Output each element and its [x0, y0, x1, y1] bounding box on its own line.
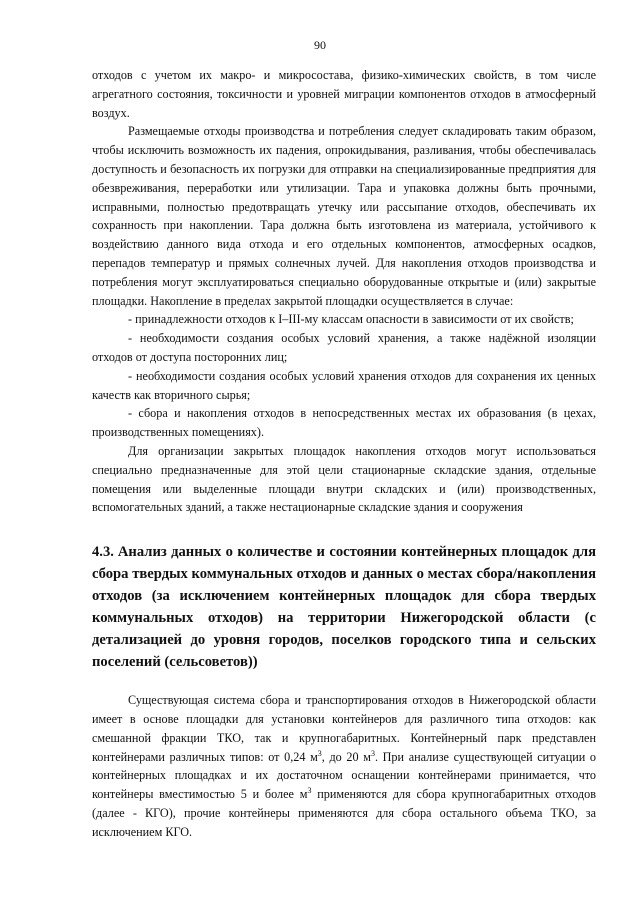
paragraph-storage-rules: Размещаемые отходы производства и потребления следует складировать таким образом, чтобы исключить возможность их падения, опрокидывания, разливания, чтобы обеспечивалась доступность и безопасность их погрузки для отправки на специализированные предприятия для обезвреживания, переработки или утилизации. Тара и упаковка должны быть прочными, исправными, полностью предотвращать утечку или рассыпание отходов, обеспечивать их сохранность при накоплении. Тара должна быть изготовлена из материала, устойчивого к воздействию данного вида отхода и его отдельных компонентов, атмосферных осадков, перепадов температур и прямых солнечных лучей. Для накопления отходов производства и потребления могут эксплуатироваться специально оборудованные открытые и (или) закрытые площадки. Накопление в пределах закрытой площадки осуществляется в случае:	[92, 124, 596, 308]
paragraph-continuation: отходов с учетом их макро- и микросостава, физико-химических свойств, в том числе агрегатного состояния, токсичности и уровней миграции компонентов отходов в атмосферный воздух.	[92, 68, 596, 120]
list-item-generation-site: - сбора и накопления отходов в непосредственных местах их образования (в цехах, производственных помещениях).	[92, 406, 596, 440]
list-item-storage-isolation: - необходимости создания особых условий хранения, а также надёжной изоляции отходов от доступа посторонних лиц;	[92, 331, 596, 364]
section-heading	[92, 541, 596, 673]
superscript: 3	[307, 786, 312, 796]
list-item-hazard-class: - принадлежности отходов к I–III-му классам опасности в зависимости от их свойств;	[128, 312, 574, 327]
text-run: применяются для сбора крупногабаритных отходов (далее - КГО), прочие контейнеры применяются для сбора остального объема ТКО, за исключением КГО.	[92, 787, 596, 839]
paragraph-collection-system	[92, 691, 596, 841]
section-number: 4.3.	[92, 544, 114, 561]
section-title: Анализ данных о количестве и состоянии контейнерных площадок для сбора твердых коммунальных отходов и данных о местах сбора/накопления отходов (за исключением контейнерных площадок для сбора твердых коммунальных отходов) на территории Нижегородской области (с детализацией до уровня городов, поселков городского типа и сельских поселений (сельсоветов))	[92, 544, 596, 671]
paragraph-closed-sites: Для организации закрытых площадок накопления отходов могут использоваться специально предназначенные для этой цели стационарные складские здания, отдельные помещения или выделенные площади внутри складских и (или) производственных, вспомогательных зданий, а также нестационарные складские здания и сооружения	[92, 443, 596, 515]
text-run: Существующая система сбора и транспортирования отходов в Нижегородской области имеет в основе площадки для установки контейнеров для различного типа отходов: как смешанной фракции ТКО, так и крупногабаритных. Контейнерный парк представлен контейнерами различных типов: от 0,24 м	[92, 693, 596, 764]
superscript: 3	[317, 748, 322, 758]
text-run: . При анализе существующей ситуации о контейнерных площадках и их достаточном оснащении контейнерами принимается, что контейнеры вместимостью 5 и более м	[92, 749, 597, 802]
list-item-secondary-raw: - необходимости создания особых условий хранения отходов для сохранения их ценных качеств как вторичного сырья;	[92, 368, 596, 402]
page-body	[92, 66, 596, 842]
text-run: , до 20 м	[321, 749, 371, 764]
superscript: 3	[370, 748, 375, 758]
page-number: 90	[314, 38, 326, 52]
